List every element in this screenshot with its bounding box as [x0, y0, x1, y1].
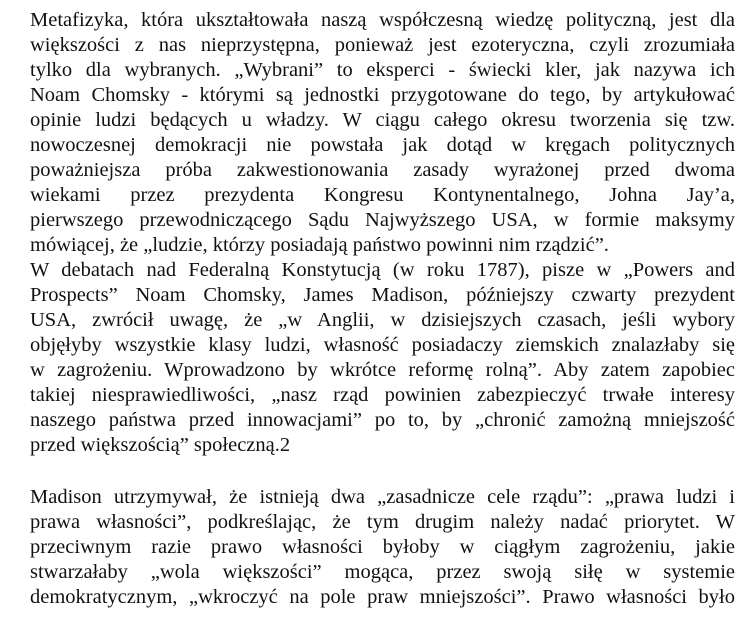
text-line: przeciwnym razie prawo własności byłoby w ciągłym zagrożeniu, jakie: [30, 536, 735, 558]
text-line: pierwszego przewodniczącego Sądu Najwyższego USA, w formie maksymy: [30, 209, 735, 231]
text-line: demokratycznym, „wkroczyć na pole praw mniejszości”. Prawo własności było: [30, 586, 735, 608]
text-line: objęłyby wszystkie klasy ludzi, własność posiadaczy ziemskich znalazłaby się: [30, 334, 735, 356]
paragraph-2: [30, 258, 735, 458]
text-line: mówiącej, że „ludzie, którzy posiadają państwo powinni nim rządzić”.: [30, 234, 609, 256]
text-line: takiej niesprawiedliwości, „nasz rząd powinien zabezpieczyć trwałe interesy: [30, 384, 735, 406]
text-line: opinie ludzi będących u władzy. W ciągu całego okresu tworzenia się tzw.: [30, 109, 735, 131]
text-line: wiekami przez prezydenta Kongresu Kontynentalnego, Johna Jay’a,: [30, 184, 735, 206]
text-line: nowoczesnej demokracji nie powstała jak dotąd w kręgach politycznych: [30, 134, 735, 156]
text-line: Noam Chomsky - którymi są jednostki przygotowane do tego, by artykułować: [30, 84, 735, 106]
document-page: [30, 8, 735, 610]
text-line: Prospects” Noam Chomsky, James Madison, późniejszy czwarty prezydent: [30, 284, 735, 306]
paragraph-1: [30, 8, 735, 258]
text-line: przed większością” społeczną.2: [30, 434, 291, 456]
paragraph-3: [30, 485, 735, 610]
text-line: Madison utrzymywał, że istnieją dwa „zasadnicze cele rządu”: „prawa ludzi i: [30, 486, 735, 508]
text-line: tylko dla wybranych. „Wybrani” to eksperci - świecki kler, jak nazywa ich: [30, 59, 735, 81]
text-line: w zagrożeniu. Wprowadzono by wkrótce reformę rolną”. Aby zatem zapobiec: [30, 359, 735, 381]
text-line: Metafizyka, która ukształtowała naszą współczesną wiedzę polityczną, jest dla: [30, 9, 735, 31]
paragraph-spacer: [30, 458, 735, 485]
text-line: większości z nas nieprzystępna, ponieważ jest ezoteryczna, czyli zrozumiała: [30, 34, 735, 56]
text-line: prawa własności”, podkreślając, że tym drugim należy nadać priorytet. W: [30, 511, 735, 533]
text-line: W debatach nad Federalną Konstytucją (w roku 1787), pisze w „Powers and: [30, 259, 735, 281]
text-line: naszego państwa przed innowacjami” po to, by „chronić zamożną mniejszość: [30, 409, 735, 431]
text-line: USA, zwrócił uwagę, że „w Anglii, w dzisiejszych czasach, jeśli wybory: [30, 309, 735, 331]
text-line: poważniejsza próba zakwestionowania zasady wyrażonej przed dwoma: [30, 159, 735, 181]
text-line: stwarzałaby „wola większości” mogąca, przez swoją siłę w systemie: [30, 561, 735, 583]
